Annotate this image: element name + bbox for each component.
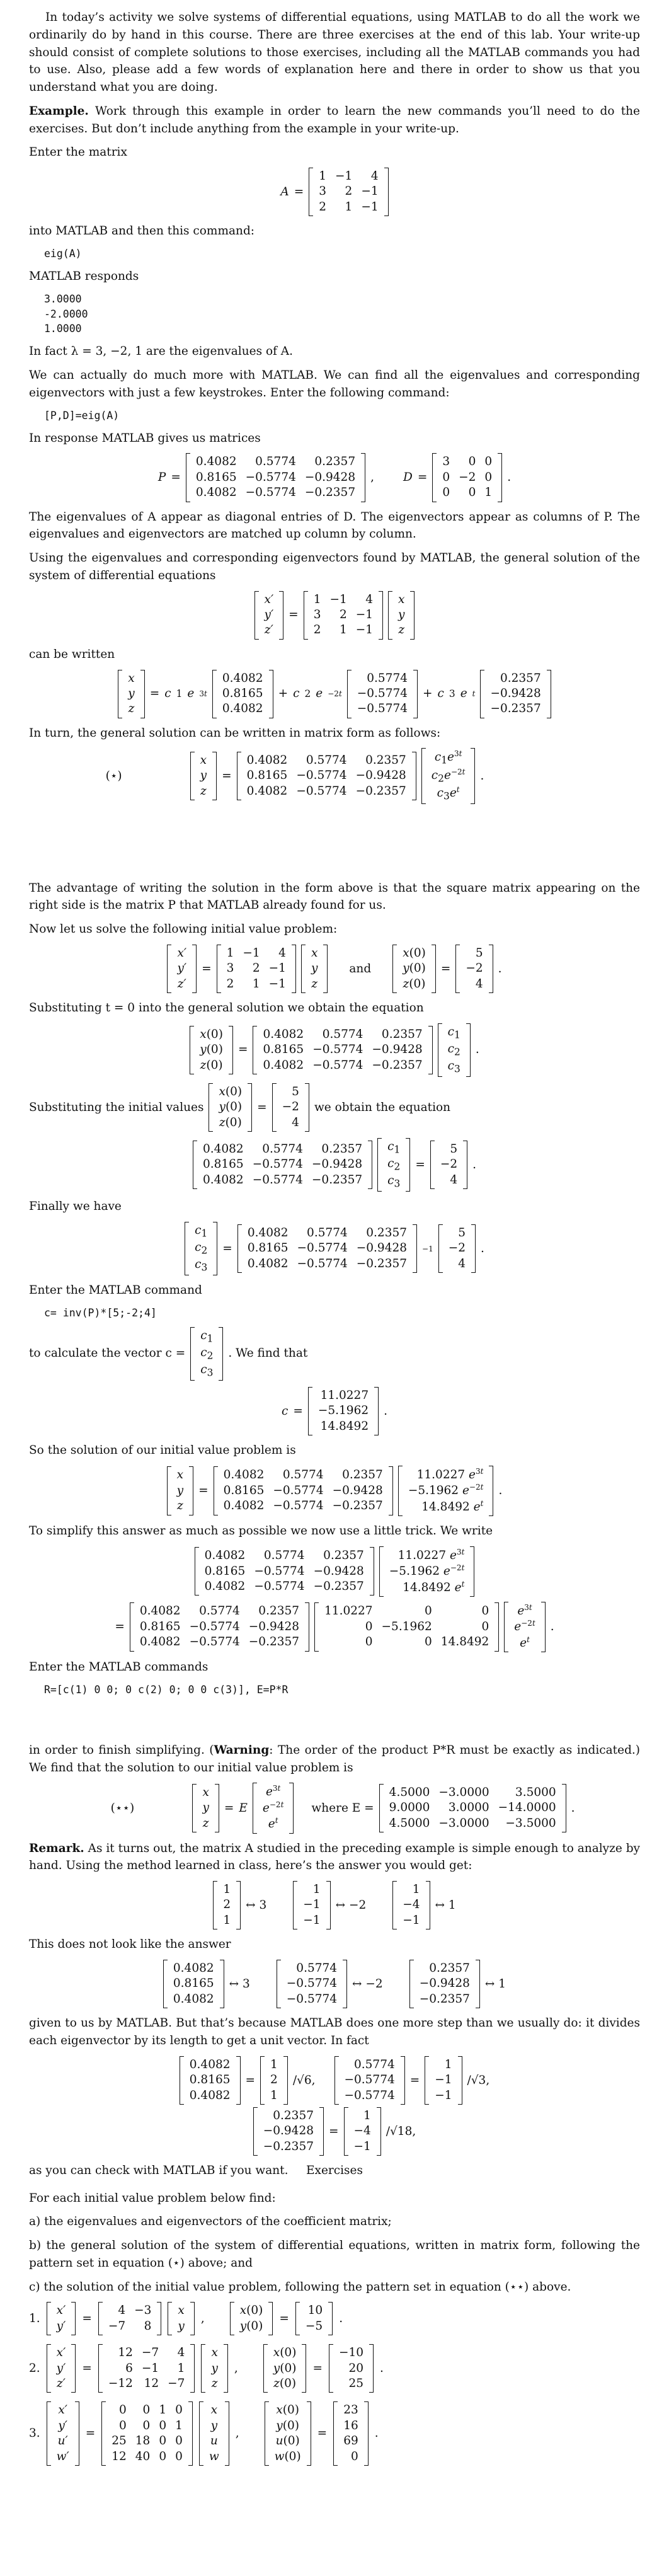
code-pd: [P,D]=eig(A) <box>44 409 120 422</box>
finish-b: : The order of the product P*R must be exactly as indicated.) We find that the solution to our initial value problem is <box>29 1743 641 1774</box>
matrix-p: 0.4082 0.5774 0.2357 0.8165 −0.5774 −0.9428 0.4082 −0.5774 −0.2357 <box>186 453 365 502</box>
in-turn-text: In turn, the general solution can be written in matrix form as follows: <box>29 726 441 740</box>
matrix-a-display: A = 1 −1 4 3 2 −1 2 1 −1 <box>29 168 640 216</box>
hand-eigen-display: 1 2 1 ↔ 3 1 −1 −1 ↔ −2 1 −4 −1 ↔ 1 <box>29 1881 640 1929</box>
using-eig-text: Using the eigenvalues and corresponding eigenvectors found by MATLAB, the general solution of the system of differential equations <box>29 551 640 582</box>
does-not-look-text: This does not look like the answer <box>29 1938 231 1952</box>
example-label: Example. <box>29 104 89 118</box>
subst-init-text: Substituting the initial values <box>29 1100 204 1114</box>
star-equation-display: (⋆) x y z = 0.4082 0.5774 0.2357 0.8165 −0.5774 −0.9428 0.4082 −0.5774 −0.2357 $c_1e^{3t}$ $c_2e^{-2t}$ $c_3e^t$ . <box>29 748 640 803</box>
ex1-label: 1. <box>29 2311 40 2325</box>
item-c-text: c) the solution of the initial value problem, following the pattern set in equation (⋆⋆) above. <box>29 2280 571 2294</box>
exercise-1: 1. x′ y′ = 4 −3 −7 8 x y , x(0) y(0) = 10 −5 . <box>29 2302 640 2335</box>
finally-text: Finally we have <box>29 1200 122 1214</box>
matlab-responds-text: MATLAB responds <box>29 269 139 283</box>
page-break-space-2 <box>29 1704 640 1742</box>
now-solve-text: Now let us solve the following initial value problem: <box>29 923 338 936</box>
in-response-text: In response MATLAB gives us matrices <box>29 431 261 445</box>
enter-matrix-text: Enter the matrix <box>29 146 127 159</box>
ex2-label: 2. <box>29 2362 40 2375</box>
general-solution-display: x y z = c 1 e 3t 0.4082 0.8165 0.4082 + c 2 e −2t 0.5774 −0.5774 −0.5774 + c 3 e t 0.2357 −0.9428 −0.2357 <box>29 670 640 718</box>
do-more-text: We can actually do much more with MATLAB. We can find all the eigenvalues and corresponding eigenvectors with just a few keystrokes. Enter the following command: <box>29 369 640 400</box>
so-solution-text: So the solution of our initial value problem is <box>29 1444 296 1458</box>
enter-cmd-text: Enter the MATLAB command <box>29 1284 202 1297</box>
remark-text: As it turns out, the matrix A studied in the preceding example is simple enough to analyze by hand. Using the method learned in class, here’s the answer you would get: <box>29 1841 640 1873</box>
system-ode-display: x′ y′ z′ = 1 −1 4 3 2 −1 2 1 −1 x y z <box>29 591 640 640</box>
warning-label: Warning <box>214 1743 270 1757</box>
subst-t0-text: Substituting t = 0 into the general solution we obtain the equation <box>29 1001 424 1015</box>
matlab-eigen-display: 0.4082 0.8165 0.4082 ↔ 3 0.5774 −0.5774 −0.5774 ↔ −2 0.2357 −0.9428 −0.2357 ↔ 1 <box>29 1960 640 2008</box>
code-eig: eig(A) <box>44 247 82 260</box>
to-calc-text: to calculate the vector c = <box>29 1347 186 1360</box>
c-value-display: c = 11.0227 −5.1962 14.8492 . <box>29 1387 640 1435</box>
remark-label: Remark. <box>29 1841 84 1855</box>
simplify-text: To simplify this answer as much as possible we now use a little trick. We write <box>29 1524 493 1538</box>
into-matlab-text: into MATLAB and then this command: <box>29 224 255 238</box>
inverse-display: $c_1$ $c_2$ $c_3$ = 0.4082 0.5774 0.2357 0.8165 −0.5774 −0.9428 0.4082 −0.5774 −0.2357 −1 5 −2 4 . <box>29 1222 640 1275</box>
eig-explain-text: The eigenvalues of A appear as diagonal entries of D. The eigenvectors appear as columns of P. The eigenvalues and eigenvectors are matched up column by column. <box>29 510 640 541</box>
finish-a: in order to finish simplifying. ( <box>29 1743 214 1757</box>
ex3-label: 3. <box>29 2427 40 2441</box>
dstar-equation-display: (⋆⋆) x y z = E $e^{3t}$ $e^{-2t}$ $e^t$ where E = 4.5000 −3.0000 3.5000 9.0000 3.0000 −14.0000 4.5000 −3.0000 −3.5000 . <box>29 1783 640 1833</box>
exercise-2: 2. x′ y′ z′ = 12 −7 4 6 −1 1 −12 12 −7 x y z , x(0) y(0) z(0) = −10 20 25 . <box>29 2344 640 2393</box>
and-word: and <box>349 962 372 975</box>
eig-output: 3.0000 -2.0000 1.0000 <box>44 292 88 335</box>
finish-paragraph <box>29 1742 640 1777</box>
to-calc-line: to calculate the vector c = $c_1$ $c_2$ $c_3$ . We find that <box>29 1327 640 1381</box>
matrix-d: 3 0 0 0 −2 0 0 0 1 <box>432 453 502 502</box>
p-d-display: P = 0.4082 0.5774 0.2357 0.8165 −0.5774 −0.9428 0.4082 −0.5774 −0.2357 , D = 3 0 0 0 −2 0 0 0 1 . <box>29 453 640 502</box>
subst-t0-display: x(0) y(0) z(0) = 0.4082 0.5774 0.2357 0.8165 −0.5774 −0.9428 0.4082 −0.5774 −0.2357 $c_1$ $c_2$ $c_3$ . <box>29 1023 640 1077</box>
trick-display-1: 0.4082 0.5774 0.2357 0.8165 −0.5774 −0.9428 0.4082 −0.5774 −0.2357 11.0227 $e^{3t}$ −5.1962 $e^{-2t}$ 14.8492 $e^t$ <box>29 1546 640 1597</box>
given-to-us-text: given to us by MATLAB. But that’s because MATLAB does one more step than we usually do: it divides each eigenvector by its length to get a unit vector. In fact <box>29 2016 640 2048</box>
for-each-text: For each initial value problem below find: <box>29 2191 276 2205</box>
exercise-3: 3. x′ y′ u′ w′ = 0 0 1 0 0 0 0 1 25 18 0 0 12 40 0 0 x y u w , x(0) y(0) u(0) w(0) = 23 16 69 0 . <box>29 2401 640 2466</box>
code-c: c= inv(P)*[5;-2;4] <box>44 1306 157 1319</box>
intro-paragraph: In today’s activity we solve systems of differential equations, using MATLAB to do all the work we ordinarily do by hand in this course. There are three exercises at the end of this lab. Your write-up should consist of complete solutions to those exercises, including all the MATLAB commands you had to use. Also, please add a few words of explanation here and there in order to show us that you understand what you are doing. <box>29 11 640 94</box>
as-you-can-text: as you can check with MATLAB if you want. <box>29 2164 289 2178</box>
item-b-text: b) the general solution of the system of differential equations, written in matrix form, following the pattern set in equation (⋆) above; and <box>29 2239 640 2270</box>
item-a-text: a) the eigenvalues and eigenvectors of the coefficient matrix; <box>29 2215 392 2229</box>
example-text: Work through this example in order to learn the new commands you’ll need to do the exercises. But don’t include anything from the example in your write-up. <box>29 104 640 135</box>
can-be-written-text: can be written <box>29 647 115 661</box>
page-break-space <box>29 810 640 880</box>
we-find-text: . We find that <box>228 1347 308 1360</box>
example-paragraph <box>29 103 640 138</box>
advantage-text: The advantage of writing the solution in the form above is that the square matrix appearing on the right side is the matrix P that MATLAB already found for us. <box>29 881 640 912</box>
subst-init-display: 0.4082 0.5774 0.2357 0.8165 −0.5774 −0.9428 0.4082 −0.5774 −0.2357 $c_1$ $c_2$ $c_3$ = 5 −2 4 . <box>29 1138 640 1192</box>
normalize-display-1: 0.4082 0.8165 0.4082 = 1 2 1 /√6, 0.5774 −0.5774 −0.5774 = 1 −1 −1 /√3, <box>29 2056 640 2105</box>
in-fact-text: In fact λ = 3, −2, 1 are the eigenvalues of A. <box>29 345 294 359</box>
dstar-tag: (⋆⋆) <box>110 1801 135 1815</box>
trick-display-2: = 0.4082 0.5774 0.2357 0.8165 −0.5774 −0.9428 0.4082 −0.5774 −0.2357 11.0227 0 0 0 −5.1962 0 0 0 14.8492 $e^{3t}$ $e^{-2t}$ $e^t$ . <box>29 1602 640 1652</box>
matrix-a: 1 −1 4 3 2 −1 2 1 −1 <box>309 168 388 216</box>
enter-cmds-text: Enter the MATLAB commands <box>29 1660 209 1674</box>
exercises-title: Exercises <box>306 2163 363 2177</box>
remark-paragraph <box>29 1840 640 1875</box>
we-obtain-text: we obtain the equation <box>314 1100 451 1114</box>
normalize-display-2: 0.2357 −0.9428 −0.2357 = 1 −4 −1 /√18, <box>29 2107 640 2156</box>
ivp-display: x′ y′ z′ = 1 −1 4 3 2 −1 2 1 −1 x y z and x(0) y(0) z(0) = 5 −2 4 . <box>29 945 640 993</box>
star-tag: (⋆) <box>105 769 122 783</box>
where-e-text: where E = <box>311 1801 374 1815</box>
subst-init-line: Substituting the initial values x(0) y(0) z(0) = 5 −2 4 we obtain the equation <box>29 1083 640 1132</box>
code-r: R=[c(1) 0 0; 0 c(2) 0; 0 0 c(3)], E=P*R <box>44 1683 289 1696</box>
ivp-solution-display: x y z = 0.4082 0.5774 0.2357 0.8165 −0.5774 −0.9428 0.4082 −0.5774 −0.2357 11.0227 $e^{3t}$ −5.1962 $e^{-2t}$ 14.8492 $e^t$ . <box>29 1466 640 1516</box>
